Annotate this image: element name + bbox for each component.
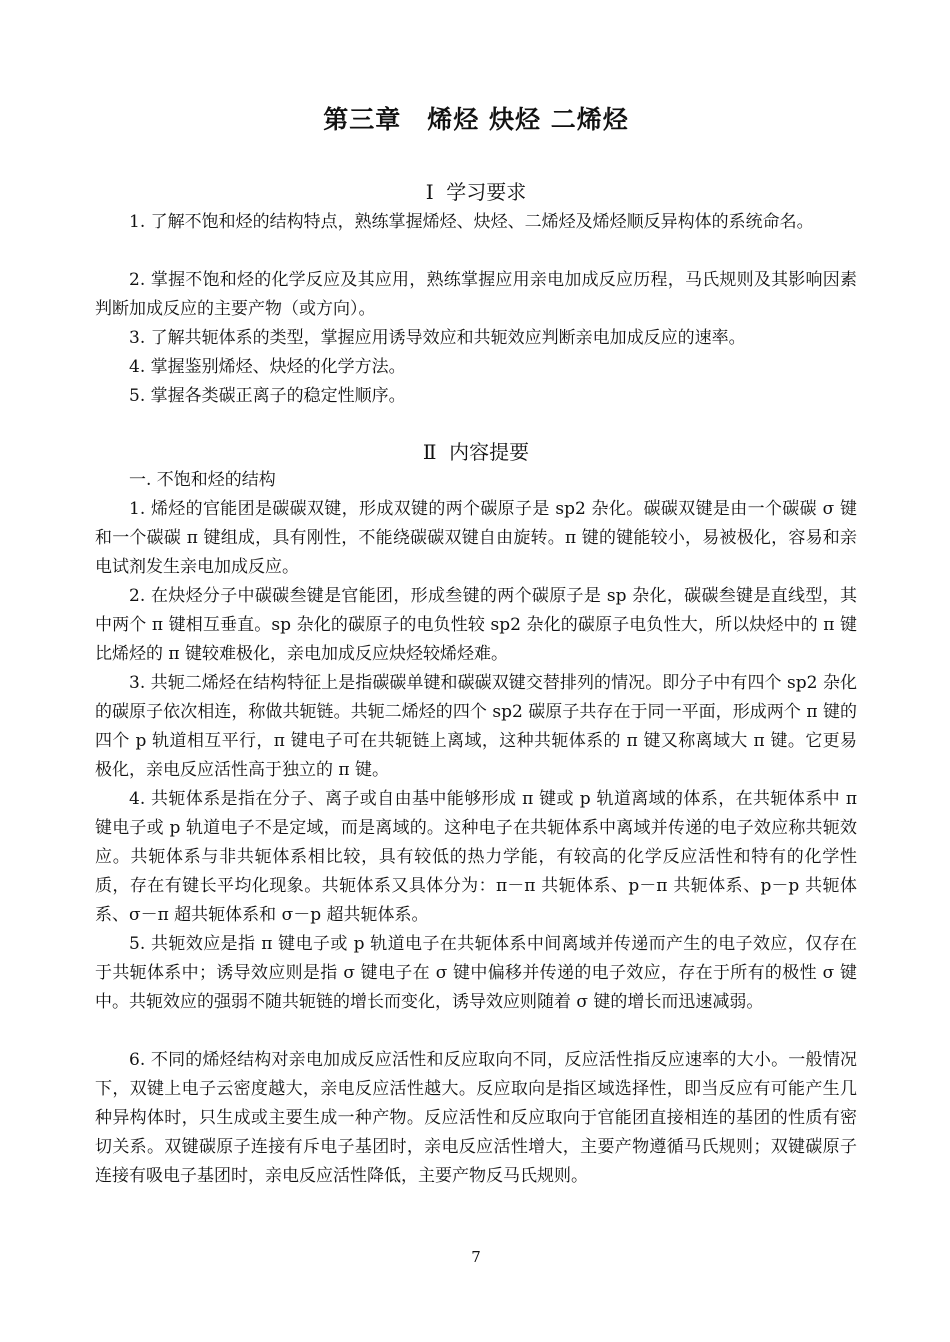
section-heading-requirements: Ⅰ 学习要求 <box>425 180 527 204</box>
summary-paragraph-3: 3. 共轭二烯烃在结构特征上是指碳碳单键和碳碳双键交替排列的情况。即分子中有四个 sp2 杂化的碳原子依次相连，称做共轭链。共轭二烯烃的四个 sp2 碳原子共存在于同一平面，形成两个 π 键的四个 p 轨道相互平行，π 键电子可在共轭链上离域，这种共轭体系的 π 键又称离域大 π 键。它更易极化，亲电反应活性高于独立的 π 键。 <box>95 673 857 780</box>
page-number: 7 <box>471 1248 481 1266</box>
requirement-item-1: 1. 了解不饱和烃的结构特点，熟练掌握烯烃、炔烃、二烯烃及烯烃顺反异构体的系统命名。 <box>129 212 814 232</box>
document-page <box>95 0 857 1342</box>
summary-paragraph-4: 4. 共轭体系是指在分子、离子或自由基中能够形成 π 键或 p 轨道离域的体系，在共轭体系中 π 键电子或 p 轨道电子不是定域，而是离域的。这种电子在共轭体系中离域并传递的电子效应称共轭效应。共轭体系与非共轭体系相比较，具有较低的热力学能，有较高的化学反应活性和特有的化学性质，存在有键长平均化现象。共轭体系又具体分为：π－π 共轭体系、p－π 共轭体系、p－p 共轭体系、σ－π 超共轭体系和 σ－p 超共轭体系。 <box>95 789 857 925</box>
section-heading-summary: Ⅱ 内容提要 <box>422 440 530 464</box>
summary-paragraph-2: 2. 在炔烃分子中碳碳叁键是官能团，形成叁键的两个碳原子是 sp 杂化，碳碳叁键是直线型，其中两个 π 键相互垂直。sp 杂化的碳原子的电负性较 sp2 杂化的碳原子电负性大，所以炔烃中的 π 键比烯烃的 π 键较难极化，亲电加成反应炔烃较烯烃难。 <box>95 586 857 664</box>
chapter-title: 第三章 烯烃 炔烃 二烯烃 <box>323 105 629 134</box>
requirement-item-2: 2. 掌握不饱和烃的化学反应及其应用，熟练掌握应用亲电加成反应历程，马氏规则及其影响因素判断加成反应的主要产物（或方向）。 <box>95 270 857 319</box>
summary-paragraph-5: 5. 共轭效应是指 π 键电子或 p 轨道电子在共轭体系中间离域并传递而产生的电子效应，仅存在于共轭体系中；诱导效应则是指 σ 键电子在 σ 键中偏移并传递的电子效应，存在于所有的极性 σ 键中。共轭效应的强弱不随共轭链的增长而变化，诱导效应则随着 σ 键的增长而迅速减弱。 <box>95 934 857 1012</box>
sub-heading-structure: 一. 不饱和烃的结构 <box>129 470 276 490</box>
requirement-item-3: 3. 了解共轭体系的类型，掌握应用诱导效应和共轭效应判断亲电加成反应的速率。 <box>129 328 746 348</box>
requirement-item-4: 4. 掌握鉴别烯烃、炔烃的化学方法。 <box>129 357 406 377</box>
summary-paragraph-1: 1. 烯烃的官能团是碳碳双键，形成双键的两个碳原子是 sp2 杂化。碳碳双键是由一个碳碳 σ 键和一个碳碳 π 键组成，具有刚性，不能绕碳碳双键自由旋转。π 键的键能较小，易被极化，容易和亲电试剂发生亲电加成反应。 <box>95 499 857 577</box>
summary-paragraph-6: 6. 不同的烯烃结构对亲电加成反应活性和反应取向不同，反应活性指反应速率的大小。一般情况下，双键上电子云密度越大，亲电反应活性越大。反应取向是指区域选择性，即当反应有可能产生几种异构体时，只生成或主要生成一种产物。反应活性和反应取向于官能团直接相连的基团的性质有密切关系。双键碳原子连接有斥电子基团时，亲电反应活性增大，主要产物遵循马氏规则；双键碳原子连接有吸电子基团时，亲电反应活性降低，主要产物反马氏规则。 <box>95 1050 857 1186</box>
requirement-item-5: 5. 掌握各类碳正离子的稳定性顺序。 <box>129 386 406 406</box>
